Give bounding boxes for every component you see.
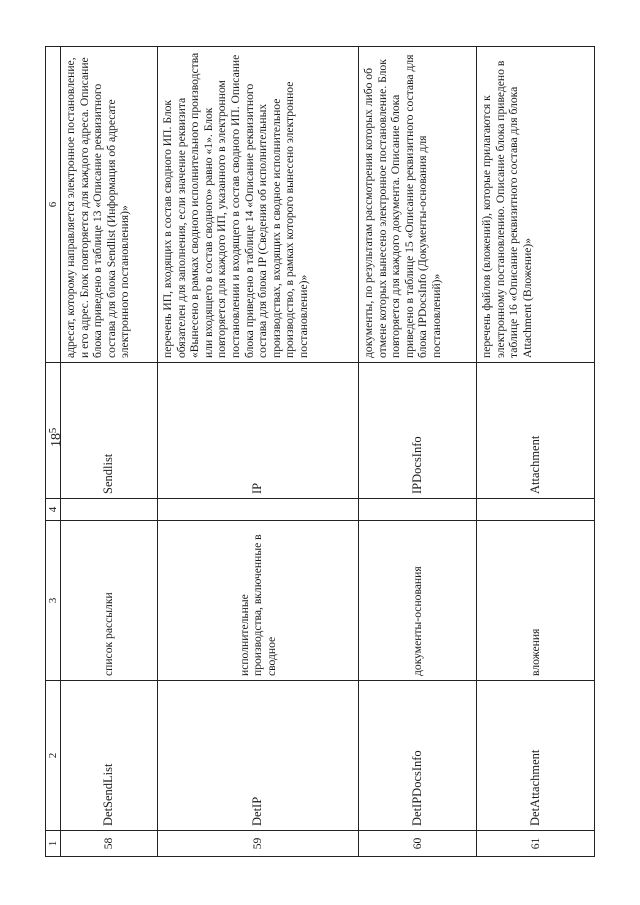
column-number-3: 3	[46, 521, 61, 681]
column-number-4: 4	[46, 499, 61, 521]
requisite-name: вложения	[477, 521, 595, 681]
row-number: 61	[477, 831, 595, 857]
column-number-6: 6	[46, 47, 61, 363]
rotated-table-frame	[45, 47, 595, 857]
requisite-name: исполнительные производства, включенные в сводное	[158, 521, 359, 681]
table-row	[61, 47, 158, 857]
tag-name: IP	[158, 363, 359, 499]
requisite-format	[158, 499, 359, 521]
table-row	[359, 47, 477, 857]
requisites-table	[45, 46, 595, 857]
requisite-format	[359, 499, 477, 521]
table-row	[158, 47, 359, 857]
table-row	[477, 47, 595, 857]
requisite-description: перечень файлов (вложений), которые прилагаются к электронному постановлению. Описание блока приведено в таблице 16 «Описание реквизитного состава для блока Attachment (Вложение)»	[477, 47, 595, 363]
column-number-1: 1	[46, 831, 61, 857]
requisite-description: документы, по результатам рассмотрения которых либо об отмене которых вынесено электронное постановление. Блок повторяется для каждого документа. Описание блока приведено в таблице 15 «Описание реквизитного состава для блока IPDocsInfo (Документы-основания для постановлений)»	[359, 47, 477, 363]
tag-name: Sendlist	[61, 363, 158, 499]
element-name: DetIPDocsInfo	[359, 681, 477, 831]
requisite-format	[61, 499, 158, 521]
page-number: 18	[49, 433, 64, 447]
requisite-description: адресат, которому направляется электронное постановление, и его адрес. Блок повторяется для каждого адреса. Описание блока приведено в таблице 13 «Описание реквизитного состава для блока Sendlist (Информация об адресате электронного постановления)»	[61, 47, 158, 363]
element-name: DetIP	[158, 681, 359, 831]
requisite-name: документы-основания	[359, 521, 477, 681]
tag-name: IPDocsInfo	[359, 363, 477, 499]
row-number: 58	[61, 831, 158, 857]
row-number: 60	[359, 831, 477, 857]
tag-name: Attachment	[477, 363, 595, 499]
element-name: DetAttachment	[477, 681, 595, 831]
column-number-2: 2	[46, 681, 61, 831]
element-name: DetSendList	[61, 681, 158, 831]
requisite-name: список рассылки	[61, 521, 158, 681]
row-number: 59	[158, 831, 359, 857]
column-number-row	[46, 47, 61, 857]
column-number-5: 5	[46, 363, 61, 499]
requisite-format	[477, 499, 595, 521]
requisite-description: перечень ИП, входящих в состав сводного ИП. Блок обязателен для заполнения, если значение реквизита «Вынесено в рамках сводного исполнительного производства или входящего в состав сводного» равно «1». Блок повторяется для каждого ИП, указанного в электронном постановлении и входящего в состав сводного ИП. Описание блока приведено в таблице 14 «Описание реквизитного состава для блока IP (Сведения об исполнительных производствах, входящих в сводное исполнительное производство, в рамках которого вынесено электронное постановление)»	[158, 47, 359, 363]
